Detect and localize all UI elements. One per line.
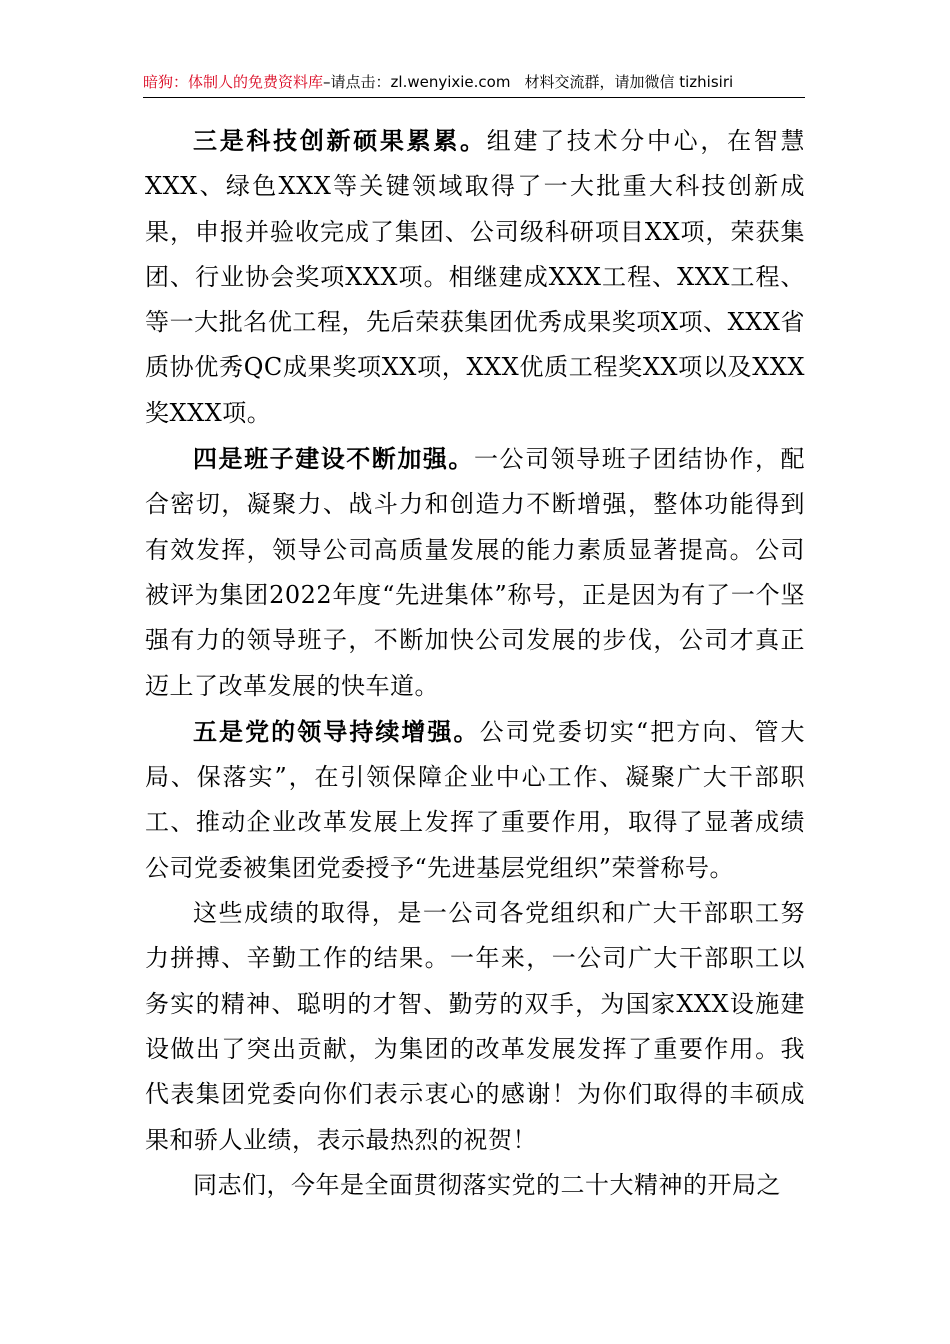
paragraph-lead: 五是党的领导持续增强。 — [193, 716, 480, 746]
paragraph-text: 同志们，今年是全面贯彻落实党的二十大精神的开局之 — [193, 1170, 781, 1199]
paragraph-party-leadership — [145, 709, 805, 891]
paragraph-text: 公司党委切实“把方向、管大局、保落实”，在引领保障企业中心工作、凝聚广大干部职工、推动企业改革发展上发挥了重要作用，取得了显著成绩公司党委被集团党委授予“先进基层党组织”荣誉称号。 — [145, 717, 805, 882]
paragraph-achievements — [145, 891, 805, 1163]
paragraph-comrades — [145, 1163, 805, 1208]
paragraph-tech-innovation — [145, 118, 805, 436]
paragraph-text: 这些成绩的取得，是一公司各党组织和广大干部职工努力拼搏、辛勤工作的结果。一年来，一公司广大干部职工以务实的精神、聪明的才智、勤劳的双手，为国家XXX设施建设做出了突出贡献，为集团的改革发展发挥了重要作用。我代表集团党委向你们表示衷心的感谢！为你们取得的丰硕成果和骄人业绩，表示最热烈的祝贺！ — [145, 899, 805, 1154]
header-url-link[interactable]: zl.wenyixie.com — [390, 73, 511, 91]
header-click-prompt: –请点击： — [323, 73, 391, 91]
header-contact: 材料交流群，请加微信 tizhisiri — [524, 73, 734, 91]
paragraph-leadership-team — [145, 436, 805, 709]
paragraph-text: 一公司领导班子团结协作，配合密切，凝聚力、战斗力和创造力不断增强，整体功能得到有效发挥，领导公司高质量发展的能力素质显著提高。公司被评为集团2022年度“先进集体”称号，正是因为有了一个坚强有力的领导班子，不断加快公司发展的步伐，公司才真正迈上了改革发展的快车道。 — [145, 445, 806, 700]
document-body — [145, 118, 805, 1208]
paragraph-lead: 三是科技创新硕果累累。 — [193, 126, 487, 155]
header-source: 暗狗：体制人的免费资料库 — [143, 73, 324, 91]
paragraph-text: 组建了技术分中心，在智慧XXX、绿色XXX等关键领域取得了一大批重大科技创新成果，申报并验收完成了集团、公司级科研项目XX项，荣获集团、行业协会奖项XXX项。相继建成XXX工程、XXX工程、等一大批名优工程，先后荣获集团优秀成果奖项X项、XXX省质协优秀QC成果奖项XX项，XXX优质工程奖XX项以及XXX奖XXX项。 — [145, 127, 805, 427]
page-header — [143, 67, 805, 98]
paragraph-lead: 四是班子建设不断加强。 — [193, 444, 474, 474]
